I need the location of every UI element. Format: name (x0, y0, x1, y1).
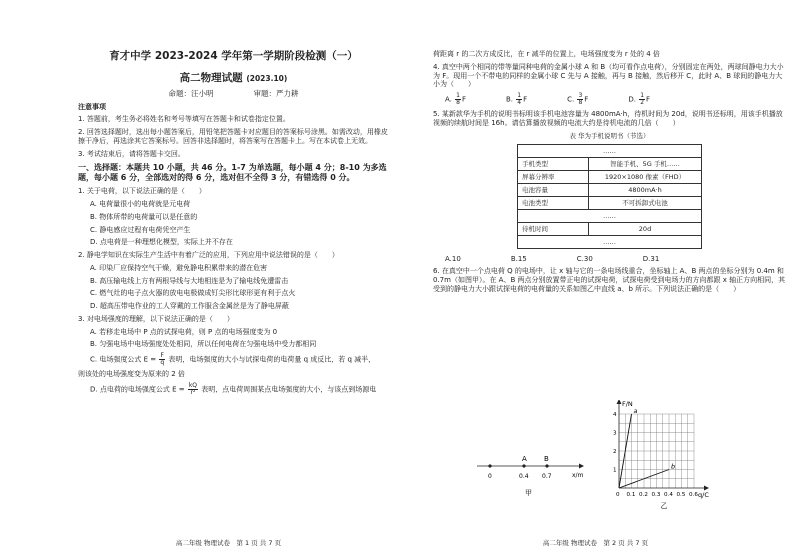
q3c-post: 表明，电场强度的大小与试探电荷的电荷量 q 成反比，若 q 减半， (168, 355, 376, 364)
table-row: 电池容量 4800mA·h (518, 183, 702, 196)
chart-x-tick-label: 0.5 (676, 492, 686, 498)
jia-tick-07: 0.7 (542, 473, 552, 480)
jia-axis-label: x/m (572, 472, 584, 479)
table-caption: 表 华为手机说明书（节选） (569, 131, 650, 140)
right-footer: 高二年级 物理试卷 第 2 页 共 7 页 (542, 538, 649, 547)
question-1: 1. 关于电荷，以下说法正确的是（ ） (78, 187, 206, 196)
chart-y-label: F/N (622, 400, 633, 408)
q5-option-a: A.10 (445, 254, 461, 263)
question-3: 3. 对电场强度的理解，以下说法正确的是（ ） (78, 314, 234, 323)
subtitle-date: (2023.10) (246, 74, 288, 84)
subtitle-text: 高二物理试题 (179, 72, 243, 85)
chart-y-tick-label: 2 (613, 449, 617, 455)
q1-option-a: A. 电荷量很小的电荷就是元电荷 (90, 200, 191, 209)
chart-x-tick-label: 0.1 (626, 492, 636, 498)
q5-option-d: D.31 (642, 254, 660, 263)
notice-2: 2. 回答选择题时，选出每小题答案后，用铅笔把答题卡对应题目的答案标号涂黑。如需改动，用橡皮擦干净后，再选涂其它答案标号。回答非选择题时，将答案写在答题卡上。写在本试卷上无效。 (78, 128, 388, 145)
q3-option-a: A. 若移走电场中 P 点的试探电荷，则 P 点的电场强度变为 0 (90, 327, 278, 336)
formula-kq: kQ (188, 381, 198, 389)
question-4: 4. 真空中两个相同的带等量同种电荷的金属小球 A 和 B（均可看作点电荷），分别固定在两处，两球间静电力大小为 F。现用一个不带电的同样的金属小球 C 先与 A 接触，再与 B 接触，然后移开 C，此时 A、B 球间的静电力大小为（ ） (433, 62, 784, 89)
q3d-continued: 荷距离 r 的二次方成反比，在 r 减半的位置上，电场强度变为 r 处的 4 倍 (433, 50, 660, 58)
jia-axis-arrow (579, 464, 584, 469)
formula-r2: r² (190, 388, 196, 396)
table-row: 屏幕分辨率 1920×1080 像素（FHD） (518, 170, 702, 183)
figure-jia (477, 455, 584, 497)
question-6: 6. 在真空中一个点电荷 Q 的电场中，让 x 轴与它的一条电场线重合，坐标轴上 A、B 两点的坐标分别为 0.4m 和 0.7m（如图甲）。在 A、B 两点分别放置带正电的试探电荷，试探电荷受到电场力的方向都跟 x 轴正方向相同，其受到的静电力大小跟试探电荷的电荷量的关系如图乙中直线 a、b 所示。下列说法正确的是（ ） (433, 267, 786, 293)
chart-y-tick-label: 3 (613, 430, 617, 437)
chart-y-tick-label: 4 (613, 412, 617, 418)
q4-option-b: B. $\frac{1}{4}$ F (505, 92, 528, 106)
chart-y-tick-label: 1 (613, 467, 617, 474)
q5-options (445, 255, 786, 264)
chart-x-label: q/C (698, 491, 709, 499)
chart-x-tick-label: 0 (616, 492, 620, 498)
chart-x-tick-label: 0.2 (639, 492, 648, 498)
jia-caption: 甲 (525, 489, 532, 497)
jia-tick-04: 0.4 (519, 473, 529, 480)
table-row: …… (518, 144, 702, 157)
formula-f-over-q (159, 353, 165, 366)
chart-gridlines (619, 414, 694, 488)
q3c-continued: 则该处的电场强度变为原来的 2 倍 (78, 370, 185, 379)
exam-subtitle (78, 72, 389, 85)
q3d-pre: D. 点电荷的电场强度公式 (90, 385, 170, 394)
figure-yi (613, 400, 709, 510)
chart-y-arrow (617, 400, 622, 404)
q2-option-b: B. 高压输电线上方有两根导线与大地相连是为了输电线免遭雷击 (90, 276, 289, 285)
formula-q: q (160, 359, 165, 367)
q2-option-a: A. 印染厂应保持空气干燥，避免静电积累带来的潜在危害 (90, 263, 268, 272)
question-5: 5. 某新款华为手机的说明书标明该手机电池容量为 4800mA·h，待机时间为 20d，说明书还标明，用该手机播放视频的续航时间是 16h。请估算播放视频的电流大约是待机电流的几倍（ ） (433, 110, 783, 127)
chart-x-tick-label: 0.3 (651, 492, 661, 498)
chart-x-tick-label: 0.6 (689, 492, 698, 498)
notice-title: 注意事项 (78, 102, 106, 111)
jia-point-a-dot (522, 464, 525, 467)
jia-label-b: B (544, 455, 549, 463)
q3d-post: 表明，点电荷周围某点电场强度的大小，与该点到场源电 (201, 385, 377, 394)
q3-option-b: B. 匀强电场中电场强度处处相同，所以任何电荷在匀强电场中受力都相同 (90, 340, 317, 349)
q1-option-d: D. 点电荷是一种理想化模型，实际上并不存在 (90, 238, 233, 247)
notice-3: 3. 考试结束后，请将答题卡交回。 (78, 149, 185, 158)
q5-option-b: B.15 (510, 254, 527, 263)
jia-origin-dot (488, 464, 491, 467)
table-row: 手机类型 智能手机、5G 手机…… (518, 157, 702, 170)
q1-option-c: C. 静电感应过程有电荷凭空产生 (90, 225, 191, 234)
table-row: …… (518, 209, 702, 222)
reviewer: 审题：严力耕 (253, 89, 299, 99)
jia-label-a: A (522, 455, 527, 463)
formula-kq-over-r2 (188, 383, 198, 396)
q6-figures (397, 400, 794, 525)
formula-e-symbol: E = (143, 355, 157, 364)
table-row: 电池类型 不可拆卸式电池 (518, 196, 702, 209)
chart-series (619, 407, 675, 488)
q4-option-c: C. $\frac{3}{8}$ F (567, 92, 589, 106)
authors (78, 89, 389, 98)
q4-options (445, 93, 786, 106)
q4-option-d: D. $\frac{1}{2}$ F (628, 92, 651, 106)
q2-option-c: C. 燃气灶的电子点火器的放电电极做成钉尖形比球形更有利于点火 (90, 289, 296, 298)
q3-option-d (90, 383, 389, 396)
series-label-a: a (633, 407, 638, 415)
section-heading: 一、选择题：本题共 10 小题，共 46 分。1-7 为单选题，每小题 4 分；8-10 为多选题，每小题 6 分，全部选对的得 6 分，选对但不全得 3 分，有错选得 0 分。 (78, 163, 387, 183)
q3-option-c (90, 353, 389, 366)
author: 命题：汪小明 (168, 89, 214, 99)
q4-option-a: A. $\frac{1}{8}$ F (445, 92, 466, 106)
chart-x-arrow (704, 486, 709, 491)
jia-point-b-dot (545, 464, 548, 467)
table-row: 待机时间 20d (518, 222, 702, 235)
q5-option-c: C.30 (576, 254, 593, 263)
chart-x-tick-label: 0.4 (664, 492, 673, 498)
q3c-pre: C. 电场强度公式 (90, 355, 142, 364)
question-2: 2. 静电学知识在实际生产生活中有着广泛的应用，下列应用中说法错误的是（ ） (78, 251, 339, 260)
formula-k-symbol: E = (172, 385, 185, 394)
formula-f: F (160, 352, 164, 360)
q2-option-d: D. 超高压带电作业的工人穿戴的工作服含金属丝是为了静电屏蔽 (90, 302, 289, 311)
left-footer: 高二年级 物理试卷 第 1 页 共 7 页 (175, 538, 282, 547)
table-row: …… (518, 235, 702, 248)
q1-option-b: B. 物体所带的电荷量可以是任意的 (90, 212, 198, 221)
series-label-b: b (671, 462, 676, 471)
jia-tick-0: 0 (488, 473, 492, 480)
spec-table (517, 144, 702, 249)
notice-1: 1. 答题前，考生务必将姓名和考号等填写在答题卡和试卷指定位置。 (78, 115, 290, 124)
exam-title: 育才中学 2023-2024 学年第一学期阶段检测（一） (109, 50, 358, 62)
yi-caption: 乙 (660, 502, 668, 510)
